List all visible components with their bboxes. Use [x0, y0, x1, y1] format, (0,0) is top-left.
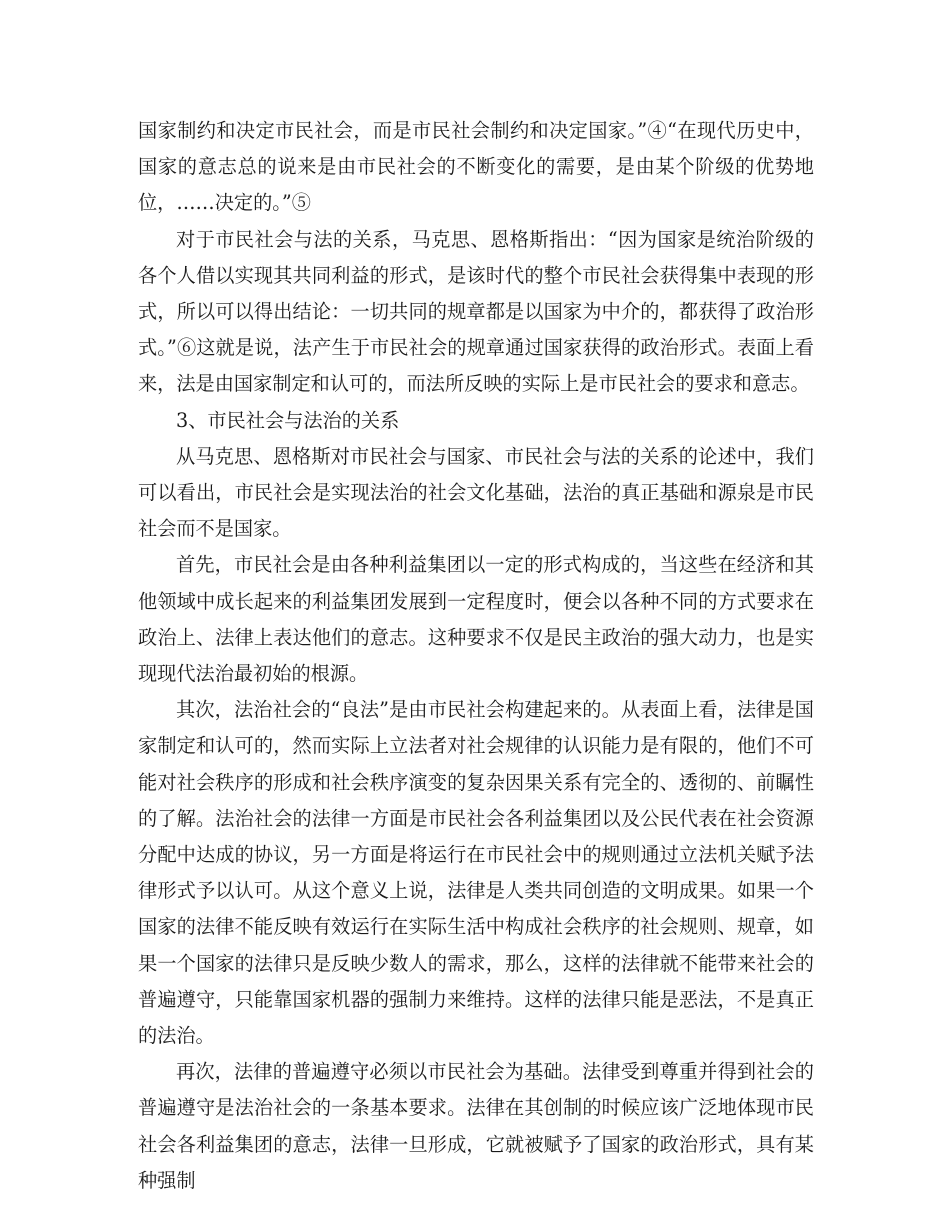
paragraph-4: 首先，市民社会是由各种利益集团以一定的形式构成的，当这些在经济和其他领域中成长起来的利益集团发展到一定程度时，便会以各种不同的方式要求在政治上、法律上表达他们的意志。这种要求不仅是民主政治的强大动力，也是实现现代法治最初始的根源。: [138, 553, 814, 686]
paragraph-1: 国家制约和决定市民社会，而是市民社会制约和决定国家。”④“在现代历史中，国家的意志总的说来是由市民社会的不断变化的需要，是由某个阶级的优势地位，……决定的。”⑤: [138, 119, 814, 215]
paragraph-3: 从马克思、恩格斯对市民社会与国家、市民社会与法的关系的论述中，我们可以看出，市民社会是实现法治的社会文化基础，法治的真正基础和源泉是市民社会而不是国家。: [138, 444, 814, 541]
paragraph-5: 其次，法治社会的“良法”是由市民社会构建起来的。从表面上看，法律是国家制定和认可的，然而实际上立法者对社会规律的认识能力是有限的，他们不可能对社会秩序的形成和社会秩序演变的复杂因果关系有完全的、透彻的、前瞩性的了解。法治社会的法律一方面是市民社会各利益集团以及公民代表在社会资源分配中达成的协议，另一方面是将运行在市民社会中的规则通过立法机关赋予法律形式予以认可。从这个意义上说，法律是人类共同创造的文明成果。如果一个国家的法律不能反映有效运行在实际生活中构成社会秩序的社会规则、规章，如果一个国家的法律只是反映少数人的需求，那么，这样的法律就不能带来社会的普遍遵守，只能靠国家机器的强制力来维持。这样的法律只能是恶法，不是真正的法治。: [138, 698, 814, 1048]
paragraph-2: 对于市民社会与法的关系，马克思、恩格斯指出：“因为国家是统治阶级的各个人借以实现其共同利益的形式，是该时代的整个市民社会获得集中表现的形式，所以可以得出结论：一切共同的规章都是以国家为中介的，都获得了政治形式。”⑥这就是说，法产生于市民社会的规章通过国家获得的政治形式。表面上看来，法是由国家制定和认可的，而法所反映的实际上是市民社会的要求和意志。: [138, 227, 814, 396]
paragraph-6: 再次，法律的普遍遵守必须以市民社会为基础。法律受到尊重并得到社会的普遍遵守是法治社会的一条基本要求。法律在其创制的时候应该广泛地体现市民社会各利益集团的意志，法律一旦形成，它就被赋予了国家的政治形式，具有某种强制: [138, 1060, 814, 1192]
document-body: [138, 113, 814, 1199]
section-heading: 3、市民社会与法治的关系: [176, 408, 400, 432]
